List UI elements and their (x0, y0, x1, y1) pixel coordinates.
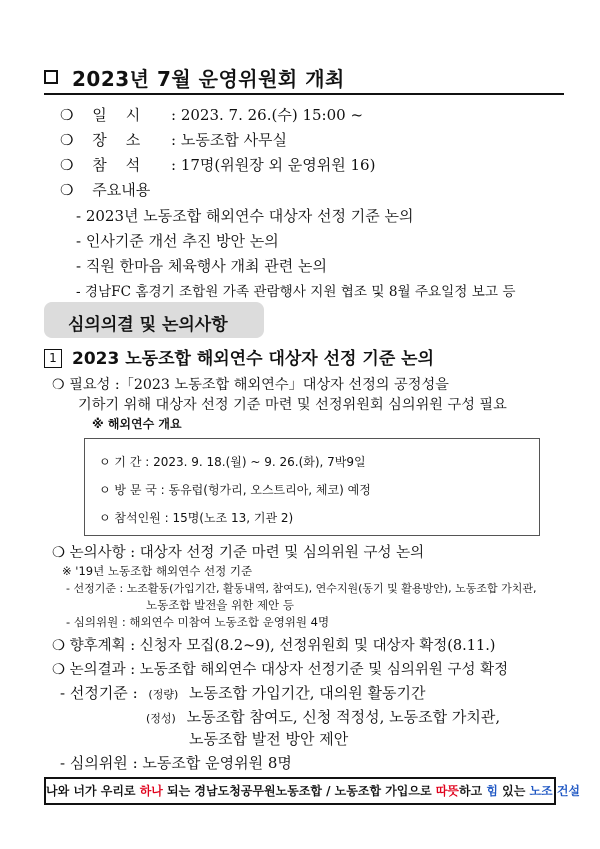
overview-item: ㅇ 기 간 : 2023. 9. 18.(월) ~ 9. 26.(화), 7박9일 (99, 455, 366, 469)
info-label: 장 소 (92, 131, 141, 149)
qual-criteria-1: 노동조합 참여도, 신청 적정성, 노동조합 가치관, (186, 708, 501, 726)
subsection-title: 2023 노동조합 해외연수 대상자 선정 기준 논의 (72, 349, 434, 369)
info-value: : 노동조합 사무실 (171, 131, 288, 149)
info-row-place (60, 129, 287, 150)
overview-item: ㅇ 방 문 국 : 동유럽(헝가리, 오스트리아, 체코) 예정 (99, 483, 371, 497)
agenda-item: - 2023년 노동조합 해외연수 대상자 선정 기준 논의 (76, 207, 414, 225)
discussion-line: ❍ 논의사항 : 대상자 선정 기준 마련 및 심의위원 구성 논의 (52, 545, 425, 561)
agenda-item: - 경남FC 홈경기 조합원 가족 관람행사 지원 협조 및 8월 주요일정 보고 등 (76, 284, 516, 300)
necessity-line-2: 기하기 위해 대상자 선정 기준 마련 및 선정위원회 심의위원 구성 필요 (78, 397, 507, 413)
overview-item: ㅇ 참석인원 : 15명(노조 13, 기관 2) (99, 511, 294, 525)
slogan-highlight-red: 따뜻 (435, 784, 459, 798)
slogan-part: 나와 너가 우리로 (46, 784, 140, 798)
section-title: 심의의결 및 논의사항 (68, 315, 228, 335)
info-label: 주요내용 (92, 181, 151, 199)
necessity-line-1: ❍ 필요성 :「2023 노동조합 해외연수」대상자 선정의 공정성을 (52, 377, 449, 393)
slogan-highlight-blue: 노조 건설 (529, 784, 581, 798)
document-title-block (44, 60, 564, 92)
qual-tag: (정성) (146, 712, 176, 725)
info-label: 일 시 (92, 106, 141, 124)
circle-bullet-icon: ❍ (60, 156, 74, 174)
circle-bullet-icon: ❍ (60, 181, 74, 199)
criteria-quant-row (60, 682, 425, 703)
slogan-part: 되는 경남도청공무원노동조합 / 노동조합 가입으로 (162, 784, 436, 798)
document-title: 2023년 7월 운영위원회 개최 (72, 67, 345, 91)
discussion-criteria-1: - 선정기준 : 노조활동(가입기간, 활동내역, 참여도), 연수지원(동기 및 활용방안), 노동조합 가치관, (66, 582, 537, 595)
discussion-reference: ※ '19년 노동조합 해외연수 선정 기준 (62, 564, 253, 578)
info-value: : 17명(위원장 외 운영위원 16) (171, 156, 376, 174)
subsection-heading (44, 344, 434, 369)
slogan-highlight-blue: 힘 (486, 784, 498, 798)
overview-note: ※ 해외연수 개요 (92, 417, 182, 431)
slogan-part: 있는 (497, 784, 530, 798)
result-line: ❍ 논의결과 : 노동조합 해외연수 대상자 선정기준 및 심의위원 구성 확정 (52, 662, 509, 678)
quant-tag: (정량) (148, 688, 179, 701)
agenda-item: - 인사기준 개선 추진 방안 논의 (76, 232, 279, 250)
title-underline (44, 93, 564, 95)
info-value: : 2023. 7. 26.(수) 15:00 ~ (171, 106, 364, 124)
discussion-committee: - 심의위원 : 해외연수 미참여 노동조합 운영위원 4명 (66, 615, 330, 629)
info-row-date (60, 104, 363, 125)
info-row-attendance (60, 154, 375, 175)
criteria-label: - 선정기준 : (60, 684, 138, 702)
subsection-number: 1 (44, 349, 62, 368)
slogan-part: 하고 (458, 784, 487, 798)
footer-slogan (46, 782, 581, 799)
footer-slogan-box (44, 777, 581, 805)
future-plan-line: ❍ 향후계획 : 신청자 모집(8.2~9), 선정위원회 및 대상자 확정(8.11.) (52, 638, 496, 654)
info-label: 참 석 (92, 156, 141, 174)
qual-criteria-2: 노동조합 발전 방안 제안 (189, 730, 349, 748)
info-row-contents (60, 179, 150, 200)
discussion-criteria-2: 노동조합 발전을 위한 제안 등 (146, 598, 294, 612)
section-header (44, 302, 264, 338)
overview-box (84, 438, 540, 536)
criteria-qual-row (146, 706, 500, 727)
slogan-highlight-red: 하나 (139, 784, 163, 798)
quant-criteria: 노동조합 가입기간, 대의원 활동기간 (189, 684, 426, 702)
agenda-item: - 직원 한마음 체육행사 개최 관련 논의 (76, 257, 328, 275)
checkbox-square-icon (44, 70, 58, 84)
circle-bullet-icon: ❍ (60, 131, 74, 149)
circle-bullet-icon: ❍ (60, 106, 74, 124)
committee-final: - 심의위원 : 노동조합 운영위원 8명 (60, 754, 292, 772)
